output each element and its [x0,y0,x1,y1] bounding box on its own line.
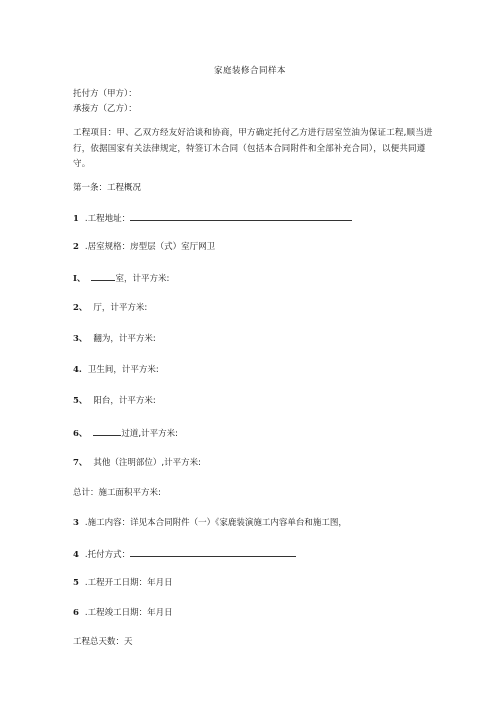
item-number: 6 [73,608,79,618]
document-title: 家庭装修合同样本 [213,66,286,76]
item-label: 其他（注明部位）,计平方米: [93,458,201,468]
item-2-room-spec [73,241,215,253]
item-label: 卫生间，计平方米: [87,365,159,375]
room-row-bedroom [73,271,169,285]
item-number: 1 [73,214,79,224]
room-row-other [73,457,201,469]
corridor-blank-line [93,426,121,436]
item-label: 厅，计平方米: [93,303,148,313]
item-label: .工程开工日期：年月日 [84,578,173,588]
item-label: .工程竣工日期：年月日 [84,608,173,618]
item-label: 室，计平方米: [115,274,170,284]
room-row-hall [73,302,147,314]
item-4-commission-method [73,547,296,561]
item-number: 6、 [73,429,88,439]
item-5-start-date [73,577,173,589]
item-3-construction-content [73,517,347,529]
item-number: 5 [73,578,79,588]
item-number: 2、 [73,303,88,313]
item-number: 2 [73,242,79,252]
method-blank-line [130,547,296,557]
item-label: .工程地址： [84,214,131,224]
total-area-line: 总计：施工面积平方米: [73,488,161,498]
item-1-address [73,211,352,225]
bedroom-count-blank [91,271,115,281]
total-duration-line: 工程总天数：天 [73,637,133,647]
room-row-kitchen [73,333,156,345]
item-number: 4. [73,365,82,375]
item-number: 7、 [73,458,88,468]
article-1-heading: 第一条：工程概况 [73,183,142,193]
item-label: 翻为，计平方米: [93,334,156,344]
item-6-completion-date [73,607,173,619]
intro-paragraph: 工程项目：甲、乙双方经友好洽谈和协商，甲方确定托付乙方进行居室笠油为保证工程,顺当进行，依据国家有关法律规定，特签订木合同（包括本合同附件和全部补充合同），以便共同遵守。 [73,128,433,169]
room-row-corridor [73,426,178,440]
item-number: 3 [73,518,79,528]
room-row-bathroom [73,364,159,376]
room-row-balcony [73,395,156,407]
item-label: 阳台，计平方米: [93,396,156,406]
party-b-label: 承接方（乙方）： [73,104,137,114]
item-number: 4 [73,550,79,560]
item-label: 过道,计平方米: [121,429,178,439]
item-number: 3、 [73,334,88,344]
party-a-label: 托付方（甲方）： [73,89,137,99]
address-blank-line [130,211,352,221]
item-label: .施工内容：详见本合同附件（一）《家鹿装演施工内容单台和施工图， [84,518,347,528]
item-label: .托付方式： [84,550,131,560]
item-number: I、 [73,274,86,284]
item-label: .居室规格：房型层（式）室厅网卫 [84,242,216,252]
item-number: 5、 [73,396,88,406]
